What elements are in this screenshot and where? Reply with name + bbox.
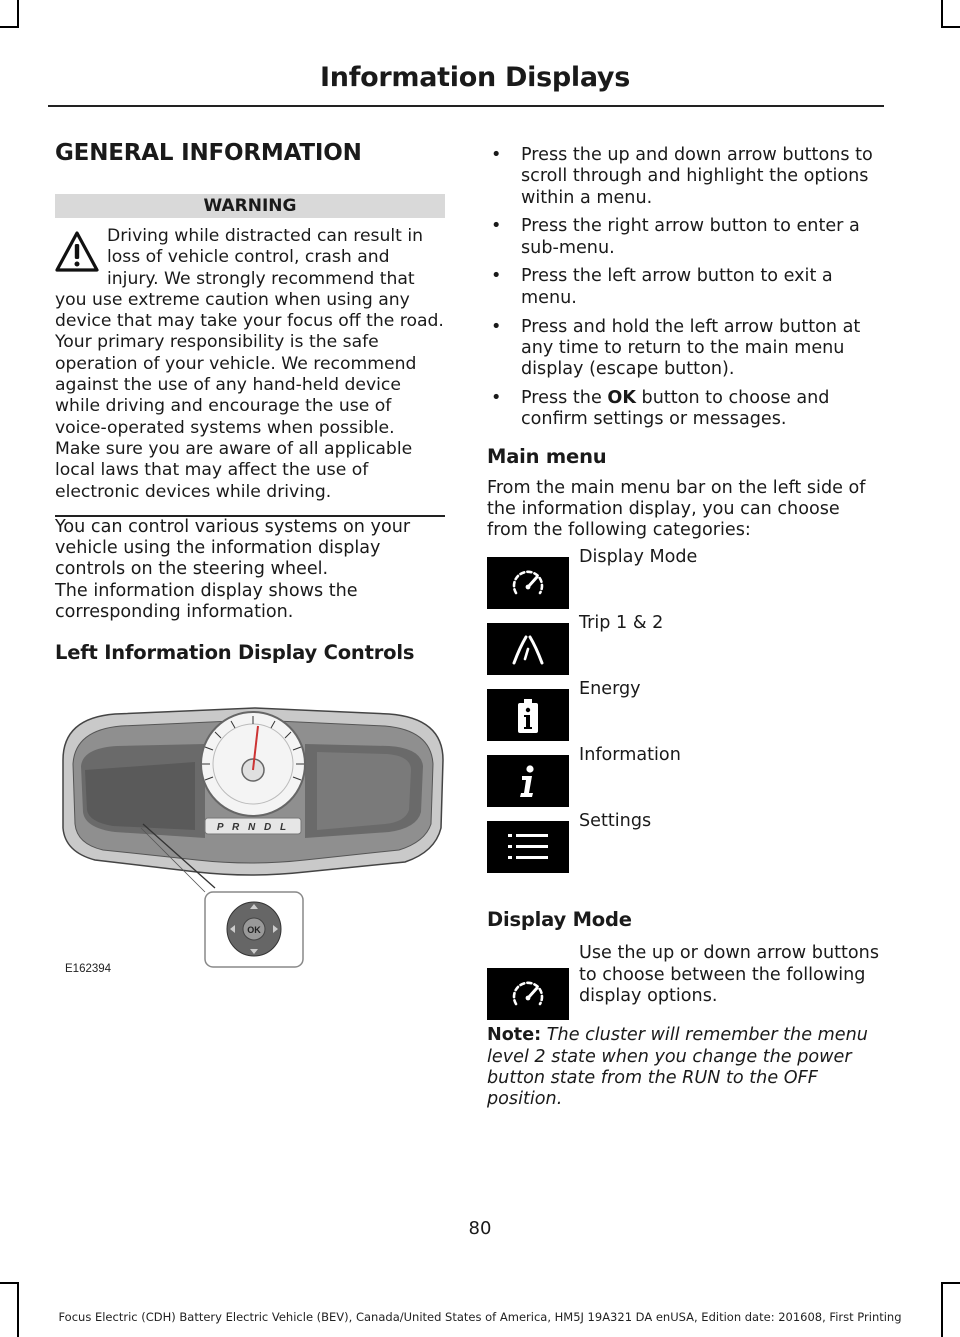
list-item: • Press the up and down arrow buttons to scroll through and highlight the options within a menu. <box>491 145 873 208</box>
main-menu-heading: Main menu <box>487 444 607 468</box>
display-mode-text: Use the up or down arrow buttons to choose between the following display options. <box>579 943 879 1007</box>
battery-info-icon <box>487 689 569 741</box>
info-icon <box>487 755 569 807</box>
paragraph: The information display shows the corresponding information. <box>55 580 358 623</box>
ok-button-label: OK <box>247 925 261 935</box>
list-item: • Press the right arrow button to enter a sub-menu. <box>491 216 860 258</box>
list-item: • Press and hold the left arrow button at any time to return to the main menu display (escape button). <box>491 316 861 380</box>
crop-mark <box>17 0 19 26</box>
warning-label: WARNING <box>55 194 445 218</box>
crop-mark <box>0 26 19 28</box>
instrument-cluster-figure <box>55 700 447 980</box>
display-mode-heading: Display Mode <box>487 908 632 932</box>
menu-item-trip: Trip 1 & 2 <box>487 609 882 675</box>
footer-edition: Focus Electric (CDH) Battery Electric Vehicle (BEV), Canada/United States of America, HM5J 19A321 DA enUSA, Edition date: 201608, First Printing <box>58 1310 902 1324</box>
main-menu-intro: From the main menu bar on the left side of the information display, you can choose from the following categories: <box>487 477 866 541</box>
gauge-icon <box>487 557 569 609</box>
paragraph: You can control various systems on your vehicle using the information display controls on the steering wheel. <box>55 516 411 580</box>
right-column <box>487 145 882 1111</box>
list-item: • Press the OK button to choose and confirm settings or messages. <box>491 387 830 430</box>
crop-mark <box>0 1282 19 1284</box>
menu-item-display-mode: Display Mode <box>487 543 882 609</box>
menu-item-settings: Settings <box>487 807 882 873</box>
page-title: Information Displays <box>320 62 630 93</box>
note <box>487 1025 882 1110</box>
figure-code: E162394 <box>65 963 112 975</box>
note-text: The cluster will remember the menu level 2 state when you change the power button state from the RUN to the OFF position. <box>487 1025 868 1110</box>
list-item: • Press the left arrow button to exit a menu. <box>491 266 833 308</box>
left-column <box>55 140 445 664</box>
warning-text: Driving while distracted can result in loss of vehicle control, crash and injury. We strongly recommend that you use extreme caution when using any device that may take your focus off the road. Your primary responsibility is the safe operation of your vehicle. We recommend against the use of any hand-held device while driving and encourage the use of voice-operated systems when possible. Make sure you are aware of all applicable local laws that may affect the use of electronic devices while driving. <box>55 226 444 502</box>
gear-indicator: P R N D L <box>216 822 290 833</box>
list-icon <box>487 821 569 873</box>
crop-mark <box>941 1282 960 1284</box>
gauge-icon <box>487 968 569 1020</box>
instruction-list <box>487 145 882 431</box>
menu-list <box>487 543 882 872</box>
menu-item-energy: Energy <box>487 675 882 741</box>
warning-rule <box>55 515 445 517</box>
section-heading: GENERAL INFORMATION <box>55 140 362 166</box>
road-icon <box>487 623 569 675</box>
menu-item-information: Information <box>487 741 882 807</box>
display-mode-row <box>487 943 882 1009</box>
crop-mark <box>941 0 943 26</box>
note-label: Note: <box>487 1025 542 1046</box>
cluster-illustration <box>55 700 447 980</box>
warning-box <box>55 226 445 517</box>
warning-triangle-icon <box>55 230 99 274</box>
page-number: 80 <box>468 1218 492 1239</box>
title-rule <box>48 105 884 107</box>
crop-mark <box>941 26 960 28</box>
subheading: Left Information Display Controls <box>55 641 415 665</box>
